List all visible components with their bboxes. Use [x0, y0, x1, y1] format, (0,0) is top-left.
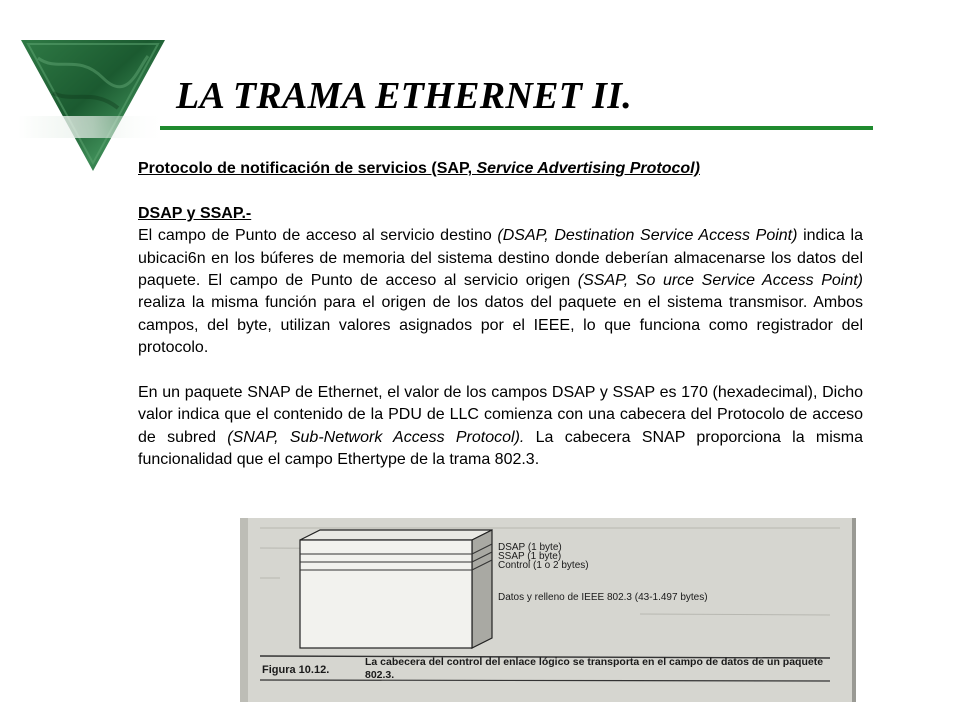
p1-text-2: indica la ubicaci6n en los búferes de memoria del sistema destino donde deberían almacenarse los datos del paquete. El campo de Punto de acceso al servicio origen — [138, 227, 863, 290]
green-triangle-logo-icon — [18, 38, 168, 173]
label-ssap: SSAP (1 byte) — [498, 551, 562, 562]
box-top — [300, 530, 492, 540]
subtitle-text: Protocolo de notificación de servicios (SAP, — [138, 160, 477, 177]
p1-text-3: realiza la misma función para el origen de los datos del paquete en el sistema transmisor. Ambos campos, del byte, utilizan valores asignados por el IEEE, lo que funciona como registrador del protocolo. — [138, 294, 863, 357]
p1-text-1: El campo de Punto de acceso al servicio destino — [138, 227, 498, 245]
box-side — [472, 530, 492, 648]
p2-italic-1: (SNAP, Sub-Network Access Protocol). — [227, 428, 525, 446]
subtitle-italic: Service Advertising Protocol) — [476, 160, 700, 177]
logo — [18, 38, 168, 173]
title-underline-rule — [160, 126, 873, 130]
label-control: Control (1 o 2 bytes) — [498, 560, 589, 571]
p1-italic-2: (SSAP, So urce Service Access Point) — [577, 272, 863, 290]
box-front — [300, 540, 472, 648]
paragraph-dsap-ssap — [138, 225, 863, 359]
paragraph-snap — [138, 382, 863, 472]
label-dsap: DSAP (1 byte) — [498, 542, 562, 553]
label-data: Datos y relleno de IEEE 802.3 (43-1.497 bytes) — [498, 592, 708, 603]
figure-number: Figura 10.12. — [262, 664, 330, 676]
section-heading: DSAP y SSAP.- — [138, 204, 252, 222]
p2-text-2: La cabecera SNAP proporciona la misma funcionalidad que el campo Ethertype de la trama 802.3. — [138, 428, 864, 469]
slide-content — [138, 158, 863, 472]
slide-title: LA TRAMA ETHERNET II. — [176, 75, 633, 117]
figure-caption: La cabecera del control del enlace lógico se transporta en el campo de datos de un paquete 802.3. — [365, 656, 824, 681]
subtitle — [138, 158, 863, 180]
p1-italic-1: (DSAP, Destination Service Access Point) — [497, 227, 798, 245]
scanned-figure — [240, 518, 856, 702]
p2-text-1: En un paquete SNAP de Ethernet, el valor de los campos DSAP y SSAP es 170 (hexadecimal), Dicho valor indica que el contenido de la PDU de LLC comienza con una cabecera del Protocolo de acceso de subred — [138, 384, 863, 446]
